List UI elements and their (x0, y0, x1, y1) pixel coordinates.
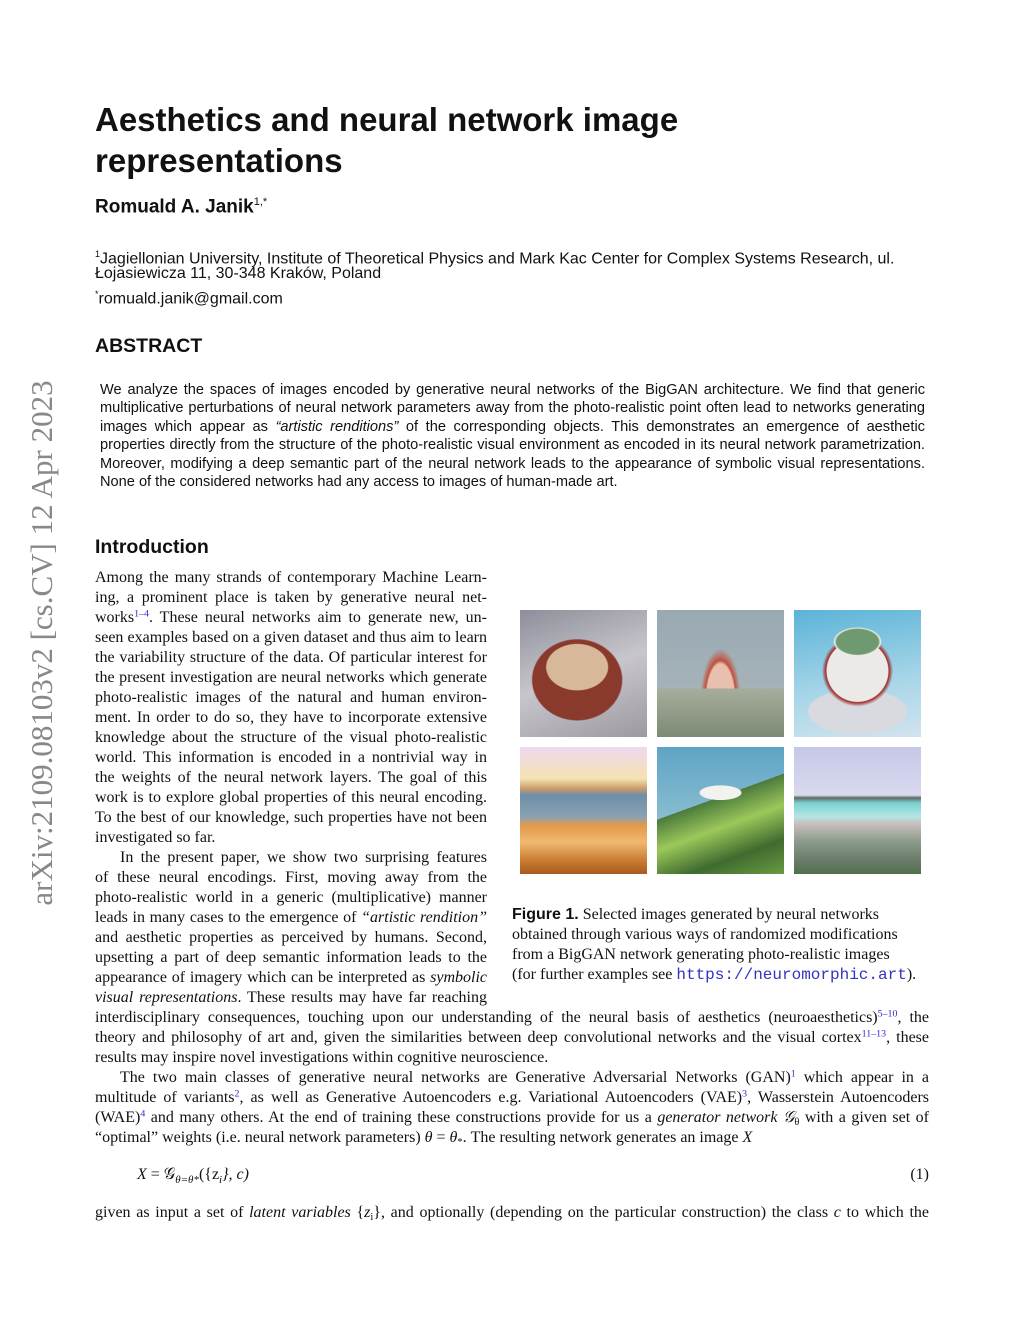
text-run: “artistic renditions” (275, 418, 399, 435)
affiliation-mark: 1 (95, 249, 101, 259)
text-run: upsetting a part of deep semantic information leads to the (95, 949, 487, 966)
text-run: investigated so far. (95, 829, 216, 846)
paragraph-line (95, 1128, 929, 1148)
paper-title-line-2: representations (95, 142, 343, 179)
equation-lhs: X (137, 1166, 147, 1183)
text-run: In the present paper, we show two surprising features (120, 849, 487, 866)
text-run: “optimal” weights (i.e. neural network parameters) (95, 1129, 425, 1146)
text-run: from a BigGAN network generating photo-realistic images (512, 946, 890, 963)
caption-line (512, 925, 932, 945)
email-link[interactable]: romuald.janik@gmail.com (98, 290, 283, 308)
paragraph-line (95, 748, 487, 768)
text-run: latent variables (249, 1204, 351, 1221)
text-run: ment. In order to do so, they have to incorporate extensive (95, 709, 487, 726)
text-run: the weights of the neural network layers. The goal of this (95, 769, 487, 786)
text-run: of the corresponding objects. This demonstrates an emergence of aesthetic (398, 418, 925, 435)
text-run: None of the considered networks had any access to images of human-made art. (100, 474, 618, 490)
text-run: X (742, 1129, 753, 1146)
text-run: interdisciplinary consequences, touching upon our understanding of the neural basis of aesthetics (neuroaesthetics) (95, 1009, 878, 1026)
abstract-line (100, 418, 925, 436)
text-run: generator network 𝒢 (657, 1109, 795, 1126)
abstract-line (100, 473, 925, 491)
text-run: . These neural networks aim to generate new, un- (148, 609, 487, 626)
text-run: results may inspire novel investigations within cognitive neuroscience. (95, 1049, 549, 1066)
paragraph-line (95, 588, 487, 608)
text-run: , Wasserstein Autoencoders (747, 1089, 929, 1106)
citation-link[interactable]: 2 (234, 1088, 240, 1100)
text-run: the present investigation are neural networks which generate (95, 669, 487, 686)
text-run: to which the (840, 1204, 930, 1221)
text-run: The two main classes of generative neural networks are Generative Adversarial Networks (GAN) (120, 1069, 791, 1086)
text-run: θ (424, 1129, 433, 1146)
abstract-line (100, 436, 925, 454)
equation-operator: = 𝒢 (146, 1166, 176, 1183)
paragraph-line (95, 708, 487, 728)
introduction-heading: Introduction (95, 536, 209, 558)
paper-title-line-1: Aesthetics and neural network image (95, 101, 679, 138)
figure-label: Figure 1. (512, 906, 579, 923)
affiliation-text: Jagiellonian University, Institute of Theoretical Physics and Mark Kac Center for Complex Systems Research, ul. (100, 250, 895, 268)
text-run: = (432, 1129, 450, 1146)
text-run: “artistic rendition” (361, 909, 488, 926)
equation-number: (1) (910, 1166, 929, 1183)
paragraph-line (95, 608, 487, 628)
paragraph-line (95, 1108, 929, 1128)
text-run: * (457, 1137, 463, 1149)
text-run: ing, a prominent place is taken by generative neural net- (95, 589, 487, 606)
equation-1 (137, 1166, 249, 1186)
author-name: Romuald A. Janik (95, 196, 254, 218)
url-link[interactable]: https://neuromorphic.art (676, 966, 907, 984)
caption-line (512, 905, 932, 925)
paragraph-line (95, 1048, 929, 1068)
text-run: Moreover, modifying a deep semantic part of the neural network leads to the appearance of symbolic visual representations. (100, 455, 925, 472)
text-run: visual representations (95, 989, 238, 1006)
paragraph-line (95, 1068, 929, 1088)
equation-args-subscript: i (219, 1174, 223, 1187)
paragraph-line (95, 728, 487, 748)
equation-subscript: θ=θ* (175, 1174, 199, 1187)
citation-link[interactable]: 11–13 (861, 1028, 887, 1040)
text-run: (WAE) (95, 1109, 141, 1126)
text-run: appearance of imagery which can be interpreted as (95, 969, 431, 986)
text-run: θ (449, 1129, 458, 1146)
paragraph-line (95, 848, 487, 868)
text-run: , the (897, 1009, 929, 1026)
abstract-line (100, 381, 925, 399)
figure-image-seascape-orange (520, 747, 647, 874)
paragraph-line (95, 948, 487, 968)
text-run: ). (906, 966, 917, 983)
text-run: . The resulting network generates an image (462, 1129, 743, 1146)
text-run: , as well as Generative Autoencoders e.g. Variational Autoencoders (VAE) (239, 1089, 743, 1106)
paragraph-line (95, 808, 487, 828)
text-run: . These results may have far reaching (237, 989, 488, 1006)
text-run: { (350, 1204, 365, 1221)
paragraph-line (95, 1203, 929, 1223)
arxiv-identifier: arXiv:2109.08103v2 [cs.CV] 12 Apr 2023 (24, 380, 59, 906)
text-run: (for further examples see (512, 966, 677, 983)
text-run: obtained through various ways of randomized modifications (512, 926, 898, 943)
text-run: work is to explore global properties of this neural encoding. (95, 789, 487, 806)
figure-image-volcano-green (657, 747, 784, 874)
caption-line (512, 945, 932, 965)
text-run: θ (794, 1117, 800, 1129)
figure-image-teacup-brown (520, 610, 647, 737)
abstract-line (100, 399, 925, 417)
paragraph-line (95, 908, 487, 928)
text-run: z (364, 1204, 371, 1221)
paragraph-line (95, 1088, 929, 1108)
paragraph-line (95, 568, 487, 588)
paragraph-line (95, 628, 487, 648)
text-run: the variability structure of the data. Of particular interest for (95, 649, 487, 666)
text-run: photo-realistic world in a generic (multiplicative) manner (95, 889, 487, 906)
paragraph-line (95, 928, 487, 948)
citation-link[interactable]: 3 (742, 1088, 748, 1100)
text-run: images which appear as (100, 418, 276, 435)
text-run: To the best of our knowledge, such properties have not been (95, 809, 487, 826)
abstract-line (100, 455, 925, 473)
text-run: world. This information is encoded in a nontrivial way in (95, 749, 487, 766)
text-run: knowledge about the structure of the visual photo-realistic (95, 729, 487, 746)
text-run: , these (886, 1029, 930, 1046)
text-run: Among the many strands of contemporary Machine Learn- (95, 569, 487, 586)
text-run: theory and philosophy of art and, given the similarities between deep convolutional networks and the visual cortex (95, 1029, 862, 1046)
text-run: and aesthetic properties as perceived by humans. Second, (95, 929, 487, 946)
paragraph-line (95, 888, 487, 908)
equation-args: ({z (198, 1166, 220, 1183)
citation-link[interactable]: 1 (790, 1068, 796, 1080)
abstract-heading: ABSTRACT (95, 335, 203, 357)
text-run: leads in many cases to the emergence of (95, 909, 362, 926)
text-run: }, and optionally (depending on the particular construction) the class (373, 1204, 834, 1221)
text-run: multitude of variants (95, 1089, 235, 1106)
text-run: seen examples based on a given dataset and thus aim to learn (95, 629, 487, 646)
text-run: Selected images generated by neural networks (578, 906, 880, 923)
citation-link[interactable]: 5–10 (877, 1008, 898, 1020)
citation-link[interactable]: 1–4 (134, 608, 149, 620)
text-run: c (833, 1204, 841, 1221)
text-run: symbolic (430, 969, 487, 986)
text-run: We analyze the spaces of images encoded by generative neural networks of the BigGAN architecture. We find that generic (100, 382, 925, 398)
text-run: photo-realistic images of the natural and human environ- (95, 689, 487, 706)
text-run: and many others. At the end of training these constructions provide for us a (145, 1109, 658, 1126)
caption-line (512, 965, 932, 985)
equation-args-end: }, c) (222, 1166, 249, 1183)
paragraph-line (95, 828, 487, 848)
affiliation-mark: * (95, 289, 99, 299)
paragraph-line (95, 1008, 929, 1028)
paragraph-line (95, 788, 487, 808)
figure-image-teacup-blue (794, 610, 921, 737)
author-marks: 1,* (253, 196, 268, 208)
paragraph-line (95, 868, 487, 888)
text-run: works (95, 609, 135, 626)
email-line[interactable] (95, 284, 283, 309)
affiliation-text: Łojasiewicza 11, 30-348 Kraków, Poland (95, 265, 382, 282)
figure-image-stone-pier (794, 747, 921, 874)
text-run: given as input a set of (95, 1204, 250, 1221)
paragraph-line (95, 1028, 929, 1048)
text-run: i (370, 1212, 374, 1224)
text-run: multiplicative perturbations of neural network parameters away from the photo-realistic point often lead to networks generating (100, 400, 925, 417)
paragraph-line (95, 648, 487, 668)
text-run: properties directly from the structure of the photo-realistic visual environment as encoded in its neural network parametrization. (100, 437, 925, 454)
figure-image-pagoda-red (657, 610, 784, 737)
author (95, 196, 267, 218)
paragraph-line (95, 768, 487, 788)
citation-link[interactable]: 4 (140, 1108, 146, 1120)
paragraph-line (95, 968, 487, 988)
text-run: with a given set of (799, 1109, 929, 1126)
paragraph-line (95, 668, 487, 688)
paragraph-line (95, 988, 487, 1008)
text-run: of these neural encodings. First, moving away from the (95, 869, 487, 886)
paragraph-line (95, 688, 487, 708)
affiliation-line (95, 264, 381, 284)
text-run: which appear in a (795, 1069, 930, 1086)
